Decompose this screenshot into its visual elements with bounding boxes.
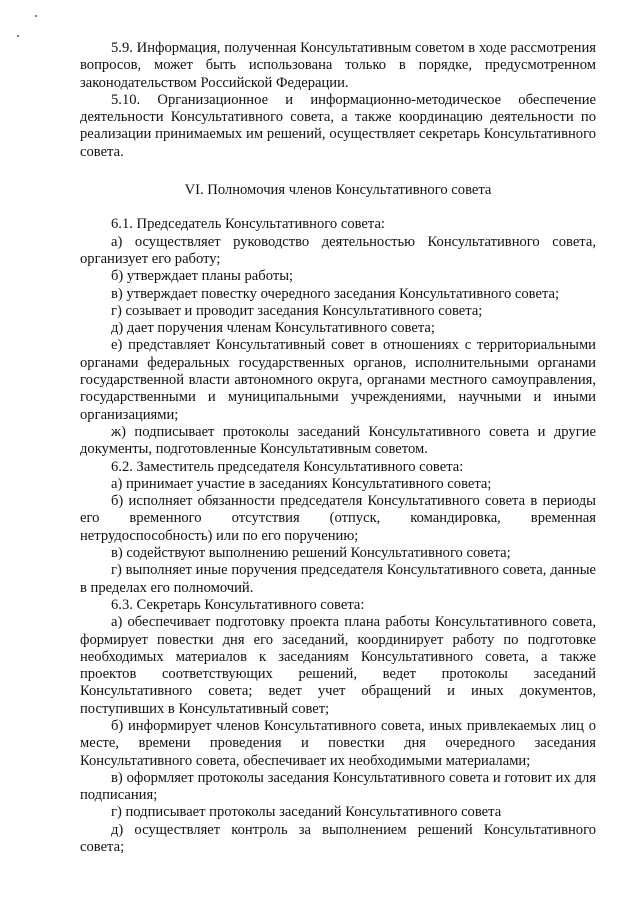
paragraph-6-1-a: а) осуществляет руководство деятельностью Консультативного совета, организует его работу;: [80, 233, 596, 267]
paragraph-6-3-v: в) оформляет протоколы заседания Консультативного совета и готовит их для подписания;: [80, 769, 596, 804]
scan-speck: [17, 35, 19, 37]
paragraph-6-3-d: д) осуществляет контроль за выполнением решений Консультативного совета;: [80, 821, 596, 856]
paragraph-6-2-g: г) выполняет иные поручения председателя Консультативного совета, данные в пределах его полномочий.: [80, 562, 596, 596]
paragraph-6-1-d: д) дает поручения членам Консультативного совета;: [111, 320, 435, 337]
paragraph-6-1-zh: ж) подписывает протоколы заседаний Консультативного совета и другие документы, подготовленные Консультативным советом.: [80, 423, 596, 458]
paragraph-6-3-b: б) информирует членов Консультативного совета, иных привлекаемых лиц о месте, времени проведения и повестки дня очередного заседания Консультативного совета, обеспечивает их необходимыми материалами;: [80, 717, 596, 769]
paragraph-6-1-e: е) представляет Консультативный совет в отношениях с территориальными органами федеральных государственных органов, исполнительными органами государственной власти автономного округа, органами местного самоуправления, государственными и муниципальными учреждениями, научными и иными организациями;: [80, 337, 596, 423]
paragraph-6-1-b: б) утверждает планы работы;: [111, 268, 294, 285]
paragraph-6-2-a: а) принимает участие в заседаниях Консультативного совета;: [111, 475, 492, 492]
paragraph-6-2: 6.2. Заместитель председателя Консультативного совета:: [111, 458, 464, 475]
section-title: VI. Полномочия членов Консультативного совета: [184, 182, 492, 199]
paragraph-5-10: 5.10. Организационное и информационно-методическое обеспечение деятельности Консультативного совета, а также координацию деятельности по реализации принимаемых им решений, осуществляет секретарь Консультативного совета.: [80, 91, 596, 160]
paragraph-6-1-g: г) созывает и проводит заседания Консультативного совета;: [111, 302, 483, 319]
paragraph-6-1-v: в) утверждает повестку очередного заседания Консультативного совета;: [111, 285, 560, 302]
paragraph-6-2-b: б) исполняет обязанности председателя Консультативного совета в периоды его временного отсутствия (отпуск, командировка, временная нетрудоспособность) или по его поручению;: [80, 493, 596, 544]
paragraph-5-9: 5.9. Информация, полученная Консультативным советом в ходе рассмотрения вопросов, может быть использована только в порядке, предусмотренном законодательством Российской Федерации.: [80, 40, 596, 91]
scan-speck: [35, 15, 37, 17]
paragraph-6-3-g: г) подписывает протоколы заседаний Консультативного совета: [111, 804, 502, 821]
paragraph-6-3: 6.3. Секретарь Консультативного совета:: [111, 596, 365, 613]
paragraph-6-1: 6.1. Председатель Консультативного совета:: [111, 216, 385, 233]
paragraph-6-2-v: в) содействуют выполнению решений Консультативного совета;: [111, 545, 511, 562]
paragraph-6-3-a: а) обеспечивает подготовку проекта плана работы Консультативного совета, формирует повестки дня его заседаний, координирует работу по подготовке необходимых материалов к заседаниям Консультативного совета, а также проектов соответствующих решений, ведет протоколы заседаний Консультативного совета; ведет учет обращений и иных документов, поступивших в Консультативный совет;: [80, 614, 596, 717]
document-page: [80, 40, 596, 856]
